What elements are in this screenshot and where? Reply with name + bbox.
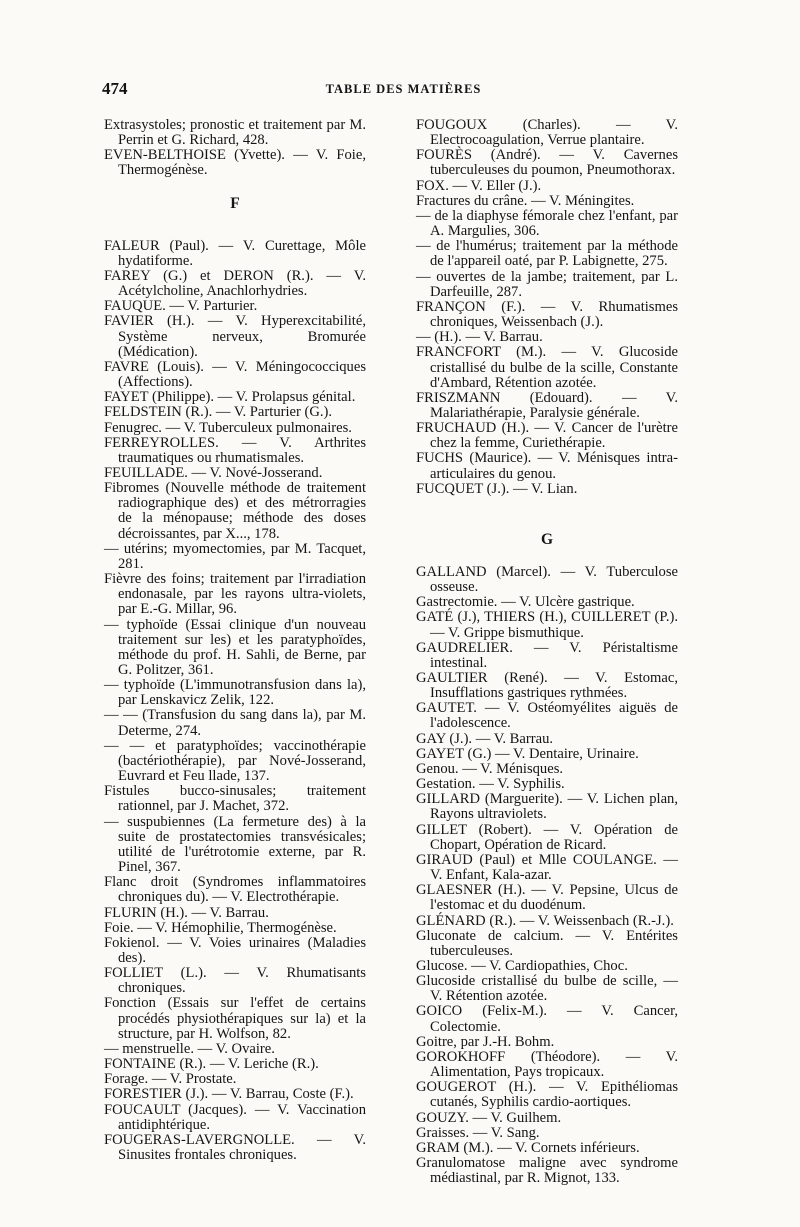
index-entry: FAUQUE. — V. Parturier. [104, 298, 258, 315]
right-column [416, 118, 678, 1186]
index-entry: GLAESNER (H.). — V. Pepsine, Ulcus de l'estomac et du duodénum. [416, 882, 678, 914]
section-letter-g: G [540, 530, 554, 548]
running-title: TABLE DES MATIÈRES [325, 82, 482, 96]
index-entry: Fractures du crâne. — V. Méningites. [416, 192, 635, 209]
index-entry: FONTAINE (R.). — V. Leriche (R.). [104, 1056, 319, 1073]
index-entry: Extrasystoles; pronostic et traitement par M. Perrin et G. Richard, 428. [104, 117, 366, 149]
index-entry: — de la diaphyse fémorale chez l'enfant, par A. Margulies, 306. [416, 207, 678, 240]
index-entry: Fokienol. — V. Voies urinaires (Maladies des). [104, 934, 366, 966]
index-entry: EVEN-BELTHOISE (Yvette). — V. Foie, Thermogénèse. [104, 147, 366, 179]
index-entry: FOUGERAS-LAVERGNOLLE. — V. Sinusites frontales chroniques. [104, 1131, 366, 1163]
index-entry: — suspubiennes (La fermeture des) à la suite de prostatectomies transvésicales; utilité de l'urétrotomie externe, par R. Pinel, 367. [104, 813, 366, 876]
page-number: 474 [102, 79, 128, 98]
index-entry: FERREYROLLES. — V. Arthrites traumatiques ou rhumatismales. [104, 434, 366, 466]
index-entry: — de l'humérus; traitement par la méthode de l'appareil oaté, par P. Labignette, 275. [416, 238, 678, 270]
index-entry: GILLET (Robert). — V. Opération de Chopart, Opération de Ricard. [416, 821, 678, 853]
index-entry: GOICO (Felix-M.). — V. Cancer, Colectomie. [416, 1003, 678, 1035]
index-entry: GOUGEROT (H.). — V. Epithéliomas cutanés, Syphilis cardio-aortiques. [416, 1079, 678, 1111]
index-entry: Gestation. — V. Syphilis. [416, 776, 565, 793]
index-entry: — menstruelle. — V. Ovaire. [104, 1040, 275, 1057]
index-entry: FRUCHAUD (H.). — V. Cancer de l'urètre chez la femme, Curiethérapie. [416, 420, 678, 452]
index-entry: GOUZY. — V. Guilhem. [416, 1109, 562, 1126]
index-entry: Fenugrec. — V. Tuberculeux pulmonaires. [104, 419, 352, 436]
index-entry: GOROKHOFF (Théodore). — V. Alimentation, Pays tropicaux. [416, 1048, 678, 1081]
index-entry: FORESTIER (J.). — V. Barrau, Coste (F.). [104, 1086, 354, 1103]
index-entry: FAYET (Philippe). — V. Prolapsus génital. [104, 389, 356, 406]
index-entry: GIRAUD (Paul) et Mlle COULANGE. — V. Enfant, Kala-azar. [416, 851, 678, 884]
index-entry: FELDSTEIN (R.). — V. Parturier (G.). [104, 404, 333, 421]
index-entry: FOUGOUX (Charles). — V. Electrocoagulation, Verrue plantaire. [416, 117, 678, 149]
index-entry: FAVIER (H.). — V. Hyperexcitabilité, Système nerveux, Bromurée (Médication). [104, 313, 366, 360]
index-entry: Fistules bucco-sinusales; traitement rationnel, par J. Machet, 372. [104, 783, 366, 815]
index-entry: Gluconate de calcium. — V. Entérites tuberculeuses. [416, 927, 678, 959]
index-entry: GILLARD (Marguerite). — V. Lichen plan, Rayons ultraviolets. [416, 791, 678, 823]
index-entry: Gastrectomie. — V. Ulcère gastrique. [416, 594, 635, 611]
index-entry: Flanc droit (Syndromes inflammatoires chroniques du). — V. Electrothérapie. [104, 874, 366, 906]
index-entry: Graisses. — V. Sang. [416, 1124, 540, 1141]
index-entry: FUCHS (Maurice). — V. Ménisques intra-articulaires du genou. [416, 450, 678, 482]
index-entry: FAREY (G.) et DERON (R.). — V. Acétylcholine, Anachlorhydries. [104, 267, 366, 300]
index-entry: — (H.). — V. Barrau. [416, 329, 543, 346]
index-entry: GRAM (M.). — V. Cornets inférieurs. [416, 1139, 640, 1156]
index-entry: GAULTIER (René). — V. Estomac, Insufflations gastriques rythmées. [416, 670, 678, 702]
index-entry: — typhoïde (L'immunotransfusion dans la), par Lenskavicz Zelik, 122. [104, 677, 366, 709]
index-entry: Granulomatose maligne avec syndrome médiastinal, par R. Mignot, 133. [416, 1155, 678, 1187]
index-entry: FLURIN (H.). — V. Barrau. [104, 904, 269, 921]
index-entry: — utérins; myomectomies, par M. Tacquet, 281. [104, 540, 366, 572]
index-entry: Fibromes (Nouvelle méthode de traitement radiographique des) et des métrorragies de la ménopause; méthode des doses décroissantes, par X..., 178. [104, 480, 366, 542]
index-entry: FEUILLADE. — V. Nové-Josserand. [104, 464, 323, 481]
index-entry: FRANÇON (F.). — V. Rhumatismes chroniques, Weissenbach (J.). [416, 298, 678, 331]
index-entry: — typhoïde (Essai clinique d'un nouveau traitement sur les) et les paratyphoïdes, méthode du prof. H. Sahli, de Berne, par G. Politzer, 361. [104, 616, 366, 678]
index-entry: GLÉNARD (R.). — V. Weissenbach (R.-J.). [416, 912, 674, 929]
index-entry: Goitre, par J.-H. Bohm. [416, 1033, 555, 1050]
section-letter-f: F [230, 194, 240, 212]
index-entry: Genou. — V. Ménisques. [416, 760, 564, 777]
index-entry: FOURÈS (André). — V. Cavernes tuberculeuses du poumon, Pneumothorax. [416, 147, 678, 179]
index-entry: — ouvertes de la jambe; traitement, par L. Darfeuille, 287. [416, 268, 678, 300]
index-entry: — — (Transfusion du sang dans la), par M. Determe, 274. [104, 707, 366, 739]
index-entry: FOX. — V. Eller (J.). [416, 177, 542, 194]
index-entry: Fièvre des foins; traitement par l'irradiation endonasale, par les rayons ultra-violets, par E.-G. Millar, 96. [104, 571, 366, 618]
index-entry: FOLLIET (L.). — V. Rhumatisants chroniques. [104, 965, 366, 997]
index-entry: FRISZMANN (Edouard). — V. Malariathérapie, Paralysie générale. [416, 389, 678, 421]
index-entry: Glucoside cristallisé du bulbe de scille, — V. Rétention azotée. [416, 973, 678, 1005]
index-entry: Foie. — V. Hémophilie, Thermogénèse. [104, 919, 337, 936]
page-header [102, 79, 705, 99]
index-entry: FALEUR (Paul). — V. Curettage, Môle hydatiforme. [104, 237, 366, 269]
index-entry: FUCQUET (J.). — V. Lian. [416, 480, 578, 497]
left-column [104, 118, 366, 1163]
index-entry: GALLAND (Marcel). — V. Tuberculose osseuse. [416, 563, 678, 596]
index-entry: FAVRE (Louis). — V. Méningococciques (Affections). [104, 358, 366, 391]
index-entry: GAYET (G.) — V. Dentaire, Urinaire. [416, 745, 639, 762]
index-entry: FOUCAULT (Jacques). — V. Vaccination antidiphtérique. [104, 1101, 366, 1133]
index-entry: GAUDRELIER. — V. Péristaltisme intestinal. [416, 639, 678, 671]
index-entry: Forage. — V. Prostate. [104, 1071, 237, 1088]
index-entry: Fonction (Essais sur l'effet de certains procédés physiothérapiques sur la) et la structure, par H. Wolfson, 82. [104, 995, 366, 1042]
index-entry: GAY (J.). — V. Barrau. [416, 730, 554, 747]
index-entry: FRANCFORT (M.). — V. Glucoside cristallisé du bulbe de la scille, Constante d'Ambard, Rétention azotée. [416, 344, 678, 391]
index-entry: GAUTET. — V. Ostéomyélites aiguës de l'adolescence. [416, 700, 678, 732]
index-entry: GATÉ (J.), THIERS (H.), CUILLERET (P.). — V. Grippe bismuthique. [416, 609, 678, 641]
index-entry: — — et paratyphoïdes; vaccinothérapie (bactériothérapie), par Nové-Josserand, Euvrard et Feu llade, 137. [104, 737, 366, 785]
index-entry: Glucose. — V. Cardiopathies, Choc. [416, 957, 628, 974]
